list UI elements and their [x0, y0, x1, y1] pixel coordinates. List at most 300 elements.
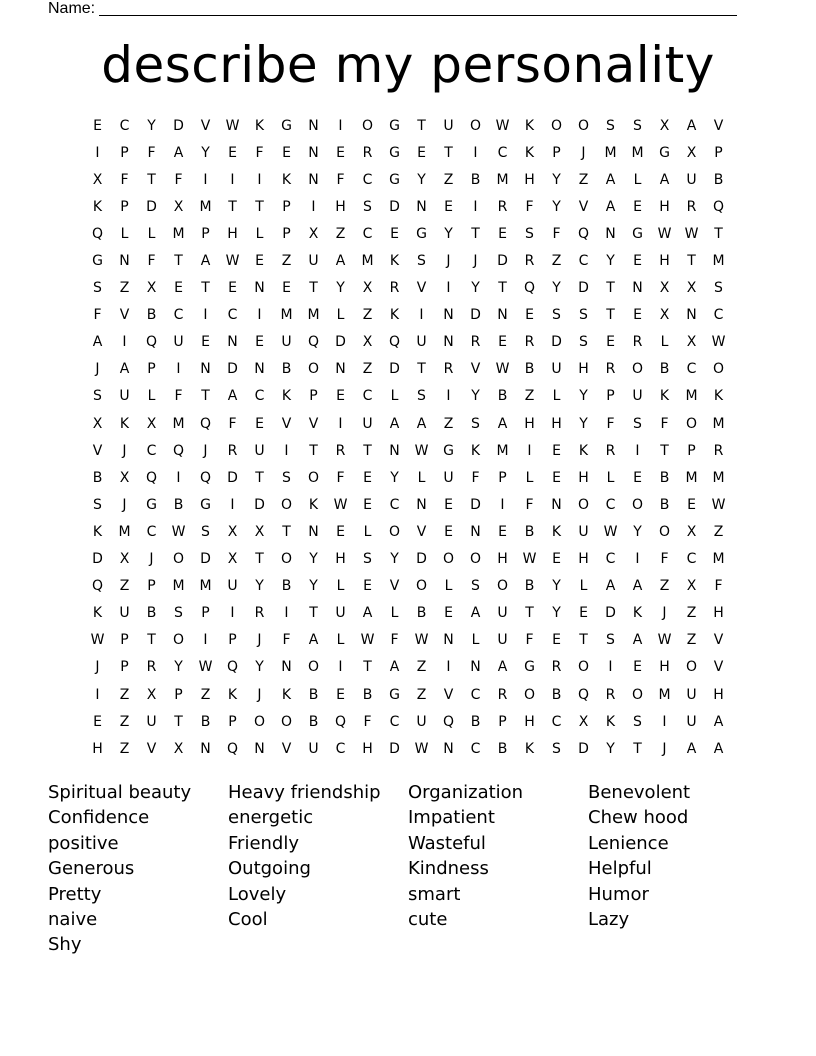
grid-letter: O: [631, 361, 644, 378]
grid-letter: K: [470, 442, 481, 459]
grid-letter: N: [308, 117, 319, 134]
grid-letter: Q: [523, 280, 536, 297]
grid-letter: P: [228, 713, 237, 730]
grid-letter: R: [335, 442, 346, 459]
grid-letter: P: [498, 469, 507, 486]
grid-letter: V: [308, 415, 319, 432]
grid-letter: L: [525, 469, 534, 486]
grid-letter: I: [230, 171, 235, 188]
grid-letter: E: [579, 605, 588, 622]
grid-letter: O: [361, 117, 374, 134]
grid-letter: Y: [390, 469, 399, 486]
grid-letter: O: [685, 659, 698, 676]
grid-letter: Q: [577, 686, 590, 703]
grid-letter: B: [659, 361, 670, 378]
grid-letter: J: [95, 361, 100, 378]
grid-letter: E: [228, 144, 237, 161]
grid-letter: U: [146, 713, 157, 730]
grid-letter: K: [524, 144, 535, 161]
grid-letter: F: [606, 415, 615, 432]
grid-letter: I: [203, 171, 208, 188]
word-list-item: Outgoing: [228, 858, 311, 880]
grid-letter: O: [307, 659, 320, 676]
grid-letter: A: [686, 117, 697, 134]
grid-letter: W: [333, 496, 348, 513]
grid-letter: W: [414, 632, 429, 649]
grid-letter: E: [633, 469, 642, 486]
grid-letter: B: [524, 578, 535, 595]
grid-letter: R: [362, 144, 373, 161]
grid-letter: E: [255, 415, 264, 432]
grid-letter: W: [414, 442, 429, 459]
grid-letter: N: [470, 523, 481, 540]
grid-letter: X: [254, 523, 265, 540]
word-list-item: positive: [48, 832, 119, 854]
grid-letter: I: [176, 361, 181, 378]
grid-letter: M: [604, 144, 617, 161]
grid-letter: Z: [119, 740, 130, 757]
grid-letter: G: [416, 225, 427, 242]
grid-letter: H: [524, 171, 535, 188]
grid-letter: U: [173, 334, 184, 351]
grid-letter: N: [119, 253, 130, 270]
grid-letter: U: [416, 713, 427, 730]
grid-letter: Y: [174, 659, 183, 676]
grid-letter: N: [416, 198, 427, 215]
grid-letter: Z: [119, 280, 130, 297]
grid-letter: C: [551, 713, 562, 730]
grid-letter: W: [495, 117, 510, 134]
grid-letter: M: [685, 469, 698, 486]
grid-letter: D: [605, 605, 616, 622]
grid-letter: B: [551, 686, 562, 703]
grid-letter: G: [389, 144, 400, 161]
grid-letter: L: [606, 469, 615, 486]
grid-letter: G: [659, 144, 670, 161]
grid-letter: F: [255, 144, 264, 161]
grid-letter: H: [227, 225, 238, 242]
grid-letter: U: [416, 334, 427, 351]
grid-letter: A: [497, 415, 508, 432]
grid-letter: X: [686, 280, 697, 297]
grid-letter: U: [578, 523, 589, 540]
word-list-item: Kindness: [408, 858, 489, 880]
grid-letter: T: [255, 198, 264, 215]
grid-letter: H: [578, 469, 589, 486]
grid-letter: S: [714, 280, 723, 297]
grid-letter: H: [578, 361, 589, 378]
grid-letter: Z: [686, 605, 697, 622]
grid-letter: M: [712, 551, 725, 568]
grid-letter: F: [147, 253, 156, 270]
grid-letter: X: [686, 334, 697, 351]
grid-letter: E: [444, 523, 453, 540]
grid-letter: X: [578, 713, 589, 730]
grid-letter: M: [712, 469, 725, 486]
word-list-item: Helpful: [588, 858, 652, 880]
grid-letter: X: [227, 551, 238, 568]
grid-letter: Q: [226, 659, 239, 676]
grid-letter: K: [551, 523, 562, 540]
grid-letter: T: [282, 523, 291, 540]
grid-letter: S: [606, 632, 615, 649]
grid-letter: X: [686, 578, 697, 595]
grid-letter: Y: [552, 171, 561, 188]
word-list: [48, 780, 768, 958]
grid-letter: W: [171, 523, 186, 540]
grid-letter: J: [149, 551, 154, 568]
grid-letter: E: [336, 686, 345, 703]
grid-letter: F: [363, 713, 372, 730]
grid-letter: J: [257, 632, 262, 649]
grid-letter: I: [473, 198, 478, 215]
grid-letter: W: [711, 496, 726, 513]
grid-letter: B: [200, 713, 211, 730]
word-list-item: Impatient: [408, 807, 495, 829]
grid-letter: N: [605, 225, 616, 242]
grid-letter: B: [470, 713, 481, 730]
grid-letter: V: [416, 280, 427, 297]
grid-letter: W: [198, 659, 213, 676]
word-list-item: Chew hood: [588, 807, 689, 829]
word-list-item: Wasteful: [408, 832, 486, 854]
grid-letter: X: [686, 144, 697, 161]
grid-letter: E: [498, 523, 507, 540]
grid-letter: G: [146, 496, 157, 513]
grid-letter: H: [524, 713, 535, 730]
grid-letter: C: [713, 307, 724, 324]
grid-letter: A: [659, 171, 670, 188]
grid-letter: Q: [307, 334, 320, 351]
grid-letter: T: [444, 144, 453, 161]
grid-letter: Y: [417, 171, 426, 188]
grid-letter: N: [686, 307, 697, 324]
grid-letter: Z: [119, 578, 130, 595]
name-write-line[interactable]: [99, 0, 737, 16]
grid-letter: T: [363, 442, 372, 459]
grid-letter: G: [389, 171, 400, 188]
grid-letter: A: [92, 334, 103, 351]
grid-letter: E: [363, 496, 372, 513]
grid-letter: M: [307, 307, 320, 324]
grid-letter: O: [577, 117, 590, 134]
grid-letter: E: [363, 578, 372, 595]
grid-letter: F: [282, 632, 291, 649]
grid-letter: L: [120, 225, 129, 242]
grid-letter: N: [389, 442, 400, 459]
grid-letter: N: [632, 280, 643, 297]
word-list-item: naive: [48, 908, 98, 930]
grid-letter: U: [335, 605, 346, 622]
grid-letter: U: [308, 253, 319, 270]
grid-letter: E: [174, 280, 183, 297]
grid-letter: L: [147, 225, 156, 242]
grid-letter: S: [201, 523, 210, 540]
grid-letter: F: [336, 469, 345, 486]
grid-letter: C: [146, 523, 157, 540]
grid-letter: T: [255, 551, 264, 568]
grid-letter: X: [173, 198, 184, 215]
grid-letter: L: [336, 632, 345, 649]
grid-letter: V: [92, 442, 103, 459]
grid-letter: I: [122, 334, 127, 351]
grid-letter: K: [524, 740, 535, 757]
grid-letter: L: [444, 578, 453, 595]
grid-letter: L: [363, 523, 372, 540]
grid-letter: F: [552, 225, 561, 242]
grid-letter: I: [257, 171, 262, 188]
grid-letter: I: [230, 605, 235, 622]
grid-letter: A: [119, 361, 130, 378]
grid-letter: B: [362, 686, 373, 703]
grid-letter: U: [497, 632, 508, 649]
grid-letter: C: [227, 307, 238, 324]
grid-letter: N: [308, 171, 319, 188]
grid-letter: B: [497, 388, 508, 405]
grid-letter: O: [577, 659, 590, 676]
grid-letter: B: [92, 469, 103, 486]
grid-letter: X: [659, 117, 670, 134]
grid-letter: T: [579, 632, 588, 649]
grid-letter: D: [227, 361, 238, 378]
grid-letter: S: [417, 388, 426, 405]
grid-letter: B: [713, 171, 724, 188]
grid-letter: G: [281, 117, 292, 134]
grid-letter: R: [524, 253, 535, 270]
grid-letter: H: [713, 686, 724, 703]
word-list-item: Lovely: [228, 883, 287, 905]
grid-letter: K: [713, 388, 724, 405]
grid-letter: A: [389, 415, 400, 432]
word-list-item: Pretty: [48, 883, 102, 905]
word-list-item: Spiritual beauty: [48, 782, 192, 803]
grid-letter: W: [657, 632, 672, 649]
grid-letter: Z: [551, 253, 562, 270]
grid-letter: I: [95, 686, 100, 703]
grid-letter: C: [362, 171, 373, 188]
word-list-item: Lenience: [588, 832, 669, 854]
grid-letter: U: [362, 415, 373, 432]
grid-letter: E: [525, 307, 534, 324]
grid-letter: G: [524, 659, 535, 676]
grid-letter: Z: [524, 388, 535, 405]
grid-letter: I: [608, 659, 613, 676]
grid-letter: N: [335, 361, 346, 378]
grid-letter: M: [712, 415, 725, 432]
grid-letter: Y: [336, 280, 345, 297]
grid-letter: R: [389, 280, 400, 297]
grid-letter: I: [338, 117, 343, 134]
grid-letter: B: [308, 713, 319, 730]
grid-letter: U: [632, 388, 643, 405]
grid-letter: A: [470, 605, 481, 622]
grid-letter: G: [200, 496, 211, 513]
grid-letter: P: [552, 144, 561, 161]
grid-letter: X: [173, 740, 184, 757]
grid-letter: A: [308, 632, 319, 649]
grid-letter: F: [174, 171, 183, 188]
grid-letter: E: [633, 198, 642, 215]
grid-letter: X: [686, 523, 697, 540]
grid-letter: Z: [200, 686, 211, 703]
grid-letter: E: [498, 334, 507, 351]
grid-letter: H: [335, 551, 346, 568]
grid-letter: S: [93, 388, 102, 405]
grid-letter: V: [119, 307, 130, 324]
grid-letter: T: [606, 280, 615, 297]
grid-letter: R: [146, 659, 157, 676]
grid-letter: X: [659, 307, 670, 324]
grid-letter: E: [552, 551, 561, 568]
grid-letter: Z: [713, 523, 724, 540]
grid-letter: N: [443, 632, 454, 649]
word-list-item: Confidence: [48, 807, 150, 829]
grid-letter: E: [390, 225, 399, 242]
grid-letter: D: [470, 307, 481, 324]
grid-letter: Q: [226, 740, 239, 757]
grid-letter: E: [444, 198, 453, 215]
grid-letter: W: [225, 117, 240, 134]
grid-letter: B: [524, 523, 535, 540]
grid-letter: K: [632, 605, 643, 622]
grid-letter: O: [280, 496, 293, 513]
grid-letter: T: [525, 605, 534, 622]
grid-letter: B: [470, 171, 481, 188]
grid-letter: F: [714, 578, 723, 595]
grid-letter: Y: [552, 280, 561, 297]
grid-letter: R: [605, 361, 616, 378]
grid-letter: C: [470, 686, 481, 703]
grid-letter: O: [469, 551, 482, 568]
grid-letter: Z: [686, 632, 697, 649]
grid-letter: J: [662, 605, 667, 622]
word-list-item: Heavy friendship: [228, 782, 381, 803]
grid-letter: C: [362, 388, 373, 405]
grid-letter: C: [605, 496, 616, 513]
grid-letter: Q: [172, 442, 185, 459]
grid-letter: L: [336, 578, 345, 595]
grid-letter: F: [93, 307, 102, 324]
grid-letter: A: [632, 578, 643, 595]
word-list-item: Humor: [588, 883, 649, 905]
grid-letter: D: [335, 334, 346, 351]
grid-letter: O: [280, 713, 293, 730]
grid-letter: B: [146, 307, 157, 324]
grid-letter: Z: [362, 307, 373, 324]
grid-letter: A: [605, 198, 616, 215]
grid-letter: Z: [119, 713, 130, 730]
grid-letter: D: [389, 361, 400, 378]
grid-letter: Y: [390, 551, 399, 568]
grid-letter: E: [228, 280, 237, 297]
grid-letter: E: [444, 605, 453, 622]
grid-letter: S: [471, 415, 480, 432]
grid-letter: G: [443, 442, 454, 459]
grid-letter: T: [471, 225, 480, 242]
grid-letter: W: [90, 632, 105, 649]
grid-letter: P: [201, 605, 210, 622]
grid-letter: I: [338, 659, 343, 676]
grid-letter: C: [686, 361, 697, 378]
grid-letter: E: [552, 469, 561, 486]
grid-letter: T: [417, 361, 426, 378]
grid-letter: E: [255, 253, 264, 270]
grid-letter: S: [579, 307, 588, 324]
grid-letter: Q: [388, 334, 401, 351]
grid-letter: P: [147, 578, 156, 595]
grid-letter: E: [282, 144, 291, 161]
grid-letter: L: [390, 605, 399, 622]
grid-letter: P: [120, 198, 129, 215]
grid-letter: A: [389, 659, 400, 676]
grid-letter: E: [498, 225, 507, 242]
grid-letter: J: [203, 442, 208, 459]
grid-letter: C: [605, 551, 616, 568]
grid-letter: A: [713, 713, 724, 730]
grid-letter: O: [307, 469, 320, 486]
grid-letter: R: [443, 361, 454, 378]
grid-letter: C: [686, 551, 697, 568]
grid-letter: U: [497, 605, 508, 622]
grid-letter: A: [335, 253, 346, 270]
grid-letter: E: [282, 280, 291, 297]
grid-letter: Y: [606, 253, 615, 270]
grid-letter: C: [254, 388, 265, 405]
grid-letter: A: [605, 578, 616, 595]
grid-letter: K: [92, 605, 103, 622]
grid-letter: D: [92, 551, 103, 568]
grid-letter: O: [496, 578, 509, 595]
grid-letter: T: [147, 632, 156, 649]
grid-letter: X: [308, 225, 319, 242]
grid-letter: B: [524, 361, 535, 378]
grid-letter: P: [606, 388, 615, 405]
grid-letter: X: [146, 415, 157, 432]
grid-letter: I: [257, 307, 262, 324]
grid-letter: H: [659, 659, 670, 676]
grid-letter: C: [335, 740, 346, 757]
grid-letter: N: [308, 144, 319, 161]
grid-letter: S: [633, 117, 642, 134]
grid-letter: I: [203, 307, 208, 324]
grid-letter: W: [495, 361, 510, 378]
grid-letter: B: [659, 496, 670, 513]
grid-letter: A: [416, 415, 427, 432]
grid-letter: I: [203, 632, 208, 649]
grid-letter: S: [282, 469, 291, 486]
grid-letter: K: [389, 307, 400, 324]
grid-letter: D: [227, 469, 238, 486]
grid-letter: F: [336, 171, 345, 188]
grid-letter: J: [581, 144, 586, 161]
grid-letter: W: [603, 523, 618, 540]
grid-letter: Y: [579, 415, 588, 432]
grid-letter: E: [336, 388, 345, 405]
grid-letter: P: [498, 713, 507, 730]
grid-letter: M: [496, 171, 509, 188]
grid-letter: Z: [416, 659, 427, 676]
grid-letter: R: [713, 442, 724, 459]
grid-letter: K: [119, 415, 130, 432]
grid-letter: U: [254, 442, 265, 459]
grid-letter: T: [633, 740, 642, 757]
grid-letter: A: [362, 605, 373, 622]
grid-letter: C: [389, 713, 400, 730]
grid-letter: P: [714, 144, 723, 161]
grid-letter: J: [122, 496, 127, 513]
grid-letter: Q: [199, 469, 212, 486]
grid-letter: N: [254, 280, 265, 297]
